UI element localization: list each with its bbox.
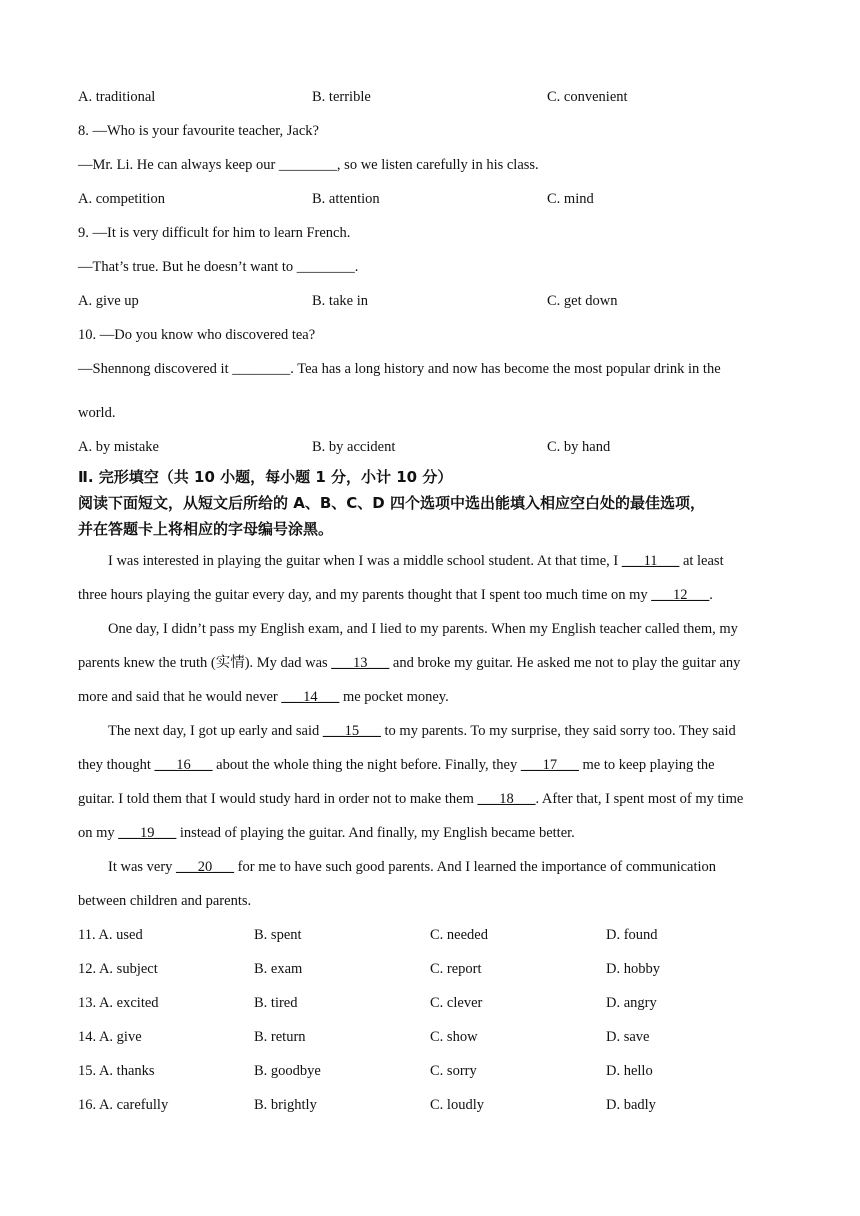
choice-option: D. save bbox=[606, 1029, 650, 1045]
q10-option-b: B. by accident bbox=[312, 439, 396, 455]
blank-17: ___17___ bbox=[520, 757, 579, 773]
passage-line: The next day, I got up early and said ___15___ to my parents. To my surprise, they said sorry too. They said bbox=[108, 723, 736, 739]
choice-option: D. found bbox=[606, 927, 658, 943]
choice-option: 15. A. thanks bbox=[78, 1063, 155, 1079]
passage-line: parents knew the truth (实情). My dad was ___13___ and broke my guitar. He asked me not to play the guitar any bbox=[78, 655, 741, 671]
q9-option-a: A. give up bbox=[78, 293, 139, 309]
choice-option: 12. A. subject bbox=[78, 961, 158, 977]
passage-line: on my ___19___ instead of playing the guitar. And finally, my English became better. bbox=[78, 825, 575, 841]
choice-option: D. hobby bbox=[606, 961, 660, 977]
choice-row-15 bbox=[78, 1062, 798, 1080]
choice-option: C. loudly bbox=[430, 1097, 484, 1113]
choice-option: B. exam bbox=[254, 961, 303, 977]
q8-reply: —Mr. Li. He can always keep our ________, so we listen carefully in his class. bbox=[78, 157, 539, 173]
passage-line: It was very ___20___ for me to have such good parents. And I learned the importance of communication bbox=[108, 859, 717, 875]
q8-option-b: B. attention bbox=[312, 191, 380, 207]
choice-option: D. hello bbox=[606, 1063, 653, 1079]
section-instruction-2: 并在答题卡上将相应的字母编号涂黑。 bbox=[78, 520, 334, 538]
q9-reply: —That’s true. But he doesn’t want to ________. bbox=[78, 259, 359, 275]
blank-15: ___15___ bbox=[322, 723, 381, 739]
q10-option-c: C. by hand bbox=[547, 439, 611, 455]
q7-option-c: C. convenient bbox=[547, 89, 628, 105]
choice-option: C. sorry bbox=[430, 1063, 477, 1079]
choice-row-12 bbox=[78, 960, 798, 978]
passage-line: I was interested in playing the guitar when I was a middle school student. At that time, I ___11___ at least bbox=[108, 553, 724, 569]
choice-option: B. goodbye bbox=[254, 1063, 321, 1079]
passage-line: guitar. I told them that I would study hard in order not to make them ___18___. After that, I spent most of my time bbox=[78, 791, 744, 807]
q10-reply: —Shennong discovered it ________. Tea has a long history and now has become the most popular drink in the bbox=[78, 361, 721, 377]
choice-option: B. return bbox=[254, 1029, 306, 1045]
choice-option: C. needed bbox=[430, 927, 488, 943]
q8-options bbox=[78, 190, 798, 208]
blank-18: ___18___ bbox=[477, 791, 536, 807]
q7-option-b: B. terrible bbox=[312, 89, 371, 105]
q7-option-a: A. traditional bbox=[78, 89, 156, 105]
passage-line: more and said that he would never ___14___ me pocket money. bbox=[78, 689, 449, 705]
q10-prompt: 10. —Do you know who discovered tea? bbox=[78, 327, 316, 343]
q8-prompt: 8. —Who is your favourite teacher, Jack? bbox=[78, 123, 319, 139]
blank-20: ___20___ bbox=[176, 859, 235, 875]
choice-option: C. clever bbox=[430, 995, 483, 1011]
q9-options bbox=[78, 292, 798, 310]
blank-12: ___12___ bbox=[651, 587, 710, 603]
choice-row-14 bbox=[78, 1028, 798, 1046]
q9-option-b: B. take in bbox=[312, 293, 368, 309]
choice-option: C. report bbox=[430, 961, 482, 977]
q9-prompt: 9. —It is very difficult for him to learn French. bbox=[78, 225, 351, 241]
choice-option: C. show bbox=[430, 1029, 478, 1045]
q10-reply-continued: world. bbox=[78, 405, 116, 421]
choice-option: 14. A. give bbox=[78, 1029, 142, 1045]
choice-option: B. tired bbox=[254, 995, 298, 1011]
choice-row-16 bbox=[78, 1096, 798, 1114]
blank-19: ___19___ bbox=[118, 825, 177, 841]
choice-option: 11. A. used bbox=[78, 927, 143, 943]
q8-option-c: C. mind bbox=[547, 191, 594, 207]
blank-13: ___13___ bbox=[331, 655, 390, 671]
section-heading: Ⅱ. 完形填空（共 10 小题，每小题 1 分，小计 10 分） bbox=[78, 468, 453, 486]
passage-line: they thought ___16___ about the whole thing the night before. Finally, they ___17___ me to keep playing the bbox=[78, 757, 715, 773]
choice-option: 13. A. excited bbox=[78, 995, 159, 1011]
blank-11: ___11___ bbox=[621, 553, 680, 569]
passage-line: between children and parents. bbox=[78, 893, 252, 909]
passage-line: One day, I didn’t pass my English exam, and I lied to my parents. When my English teacher called them, my bbox=[108, 621, 738, 637]
q10-option-a: A. by mistake bbox=[78, 439, 159, 455]
q9-option-c: C. get down bbox=[547, 293, 618, 309]
blank-14: ___14___ bbox=[281, 689, 340, 705]
choice-option: B. spent bbox=[254, 927, 302, 943]
choice-row-11 bbox=[78, 926, 798, 944]
section-instruction-1: 阅读下面短文，从短文后所给的 A、B、C、D 四个选项中选出能填入相应空白处的最佳选项， bbox=[78, 494, 705, 512]
choice-option: 16. A. carefully bbox=[78, 1097, 169, 1113]
choice-option: B. brightly bbox=[254, 1097, 317, 1113]
q7-options bbox=[78, 88, 798, 106]
choice-option: D. angry bbox=[606, 995, 657, 1011]
q10-options bbox=[78, 438, 798, 456]
choice-option: D. badly bbox=[606, 1097, 656, 1113]
blank-16: ___16___ bbox=[154, 757, 213, 773]
passage-line: three hours playing the guitar every day, and my parents thought that I spent too much time on my ___12___. bbox=[78, 587, 713, 603]
q8-option-a: A. competition bbox=[78, 191, 165, 207]
choice-row-13 bbox=[78, 994, 798, 1012]
